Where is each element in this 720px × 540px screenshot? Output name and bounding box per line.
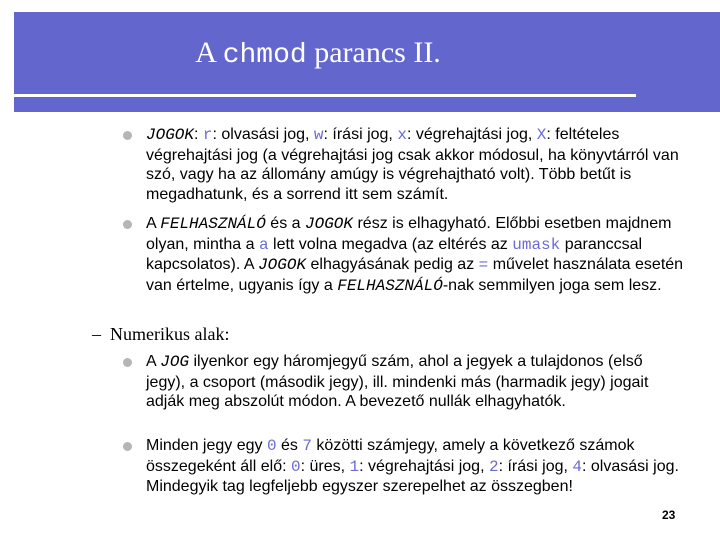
bullet-marker (123, 358, 132, 367)
bullet-permission-letters: JOGOK: r: olvasási jog, w: írási jog, x: végrehajtási jog, X: feltételes végrehajtási jog (a végrehajtási jog csak akkor módosul, ha könyvtárról van szó, vagy ha az állomány amúgy is végrehajtható volt). Több betűt is megadhatunk, és a sorrend itt sem számít. (146, 126, 679, 203)
section-heading: – Numerikus alak: (92, 324, 230, 344)
bullet-marker (123, 131, 132, 140)
title-command: chmod (222, 40, 307, 71)
bullet-omission-rules: A FELHASZNÁLÓ és a JOGOK rész is elhagyható. Előbbi esetben majdnem olyan, mintha a a lett volna megadva (az eltérés az umask paranccsal kapcsolatos). A JOGOK elhagyásának pedig az = művelet használata esetén van értelme, ugyanis így a FELHASZNÁLÓ-nak semmilyen joga sem lesz. (146, 215, 684, 295)
page-number: 23 (662, 508, 676, 522)
page-title: A chmod parancs II. (195, 36, 441, 71)
bullet-three-digit-number: A JOG ilyenkor egy háromjegyű szám, ahol a jegyek a tulajdonos (első jegy), a csoport (második jegy), ill. mindenki más (harmadik jegy) jogait adják meg abszolút módon. A bevezető nullák elhagyhatók. (146, 353, 649, 411)
bullet-digit-composition: Minden jegy egy 0 és 7 közötti számjegy, amely a következő számok összegeként áll elő: 0: üres, 1: végrehajtási jog, 2: írási jog, 4: olvasási jog. Mindegyik tag legfeljebb egyszer szerepelhet az összegben! (146, 437, 679, 496)
bullet-marker (123, 220, 132, 229)
bullet-marker (123, 442, 132, 451)
title-underline (14, 94, 636, 97)
